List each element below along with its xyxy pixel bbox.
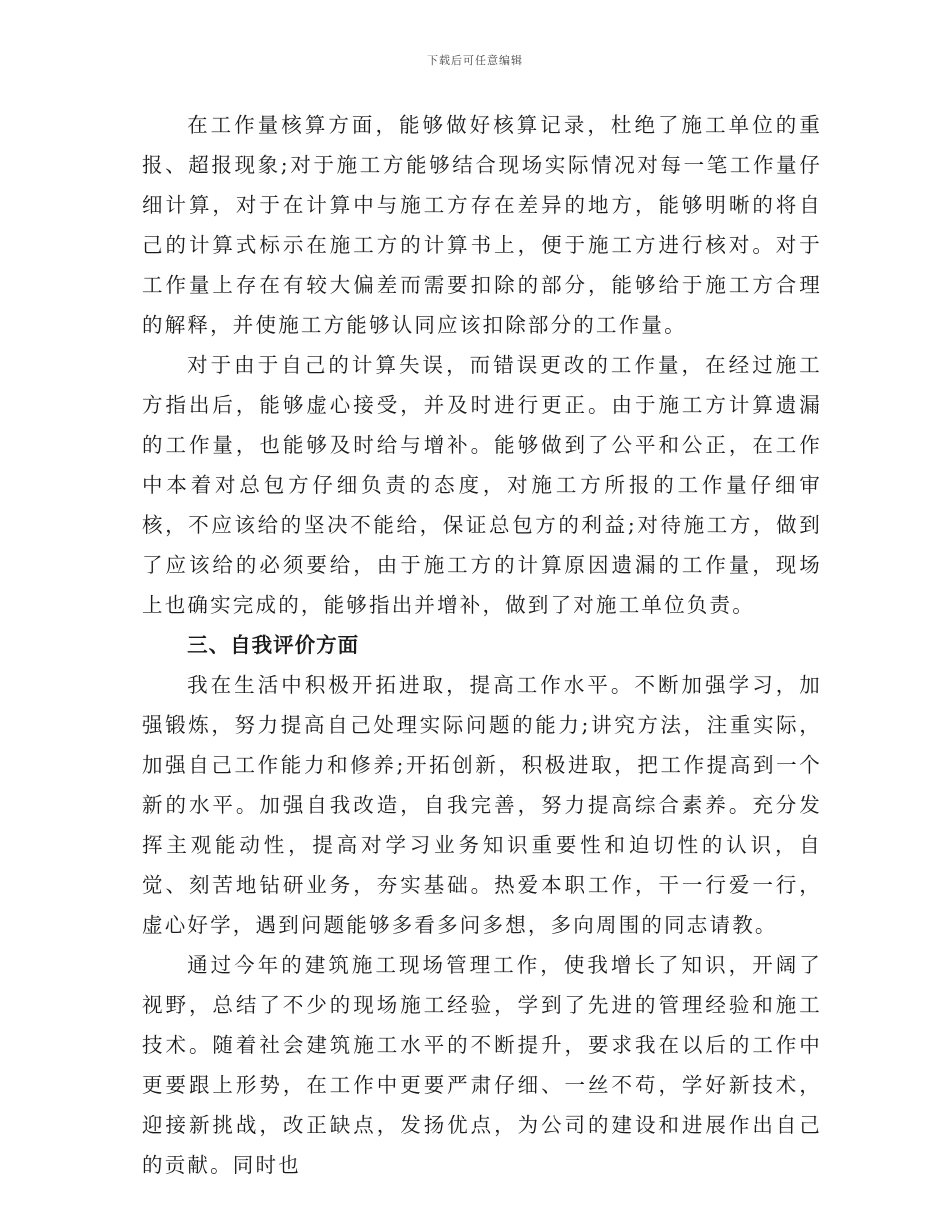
paragraph-annual-summary: 通过今年的建筑施工现场管理工作，使我增长了知识，开阔了视野，总结了不少的现场施工经验，学到了先进的管理经验和施工技术。随着社会建筑施工水平的不断提升，要求我在以后的工作中更要跟上形势，在工作中更要严肃仔细、一丝不苟，学好新技术，迎接新挑战，改正缺点，发扬优点，为公司的建设和进展作出自己的贡献。同时也 [142,953,822,1177]
paragraph-workload-accounting: 在工作量核算方面，能够做好核算记录，杜绝了施工单位的重报、超报现象;对于施工方能够结合现场实际情况对每一笔工作量仔细计算，对于在计算中与施工方存在差异的地方，能够明晰的将自己的计算式标示在施工方的计算书上，便于施工方进行核对。对于工作量上存在有较大偏差而需要扣除的部分，能够给于施工方合理的解释，并使施工方能够认同应该扣除部分的工作量。 [142,113,822,337]
document-body [142,105,822,1185]
header-note: 下载后可任意编辑 [427,54,523,67]
paragraph-self-improvement: 我在生活中积极开拓进取，提高工作水平。不断加强学习，加强锻炼，努力提高自己处理实际问题的能力;讲究方法，注重实际，加强自己工作能力和修养;开拓创新，积极进取，把工作提高到一个新的水平。加强自我改造，自我完善，努力提高综合素养。充分发挥主观能动性，提高对学习业务知识重要性和迫切性的认识，自觉、刻苦地钻研业务，夯实基础。热爱本职工作，干一行爱一行，虚心好学，遇到问题能够多看多问多想，多向周围的同志请教。 [142,673,822,937]
paragraph-calculation-errors: 对于由于自己的计算失误，而错误更改的工作量，在经过施工方指出后，能够虚心接受，并及时进行更正。由于施工方计算遗漏的工作量，也能够及时给与增补。能够做到了公平和公正，在工作中本着对总包方仔细负责的态度，对施工方所报的工作量仔细审核，不应该给的坚决不能给，保证总包方的利益;对待施工方，做到了应该给的必须要给，由于施工方的计算原因遗漏的工作量，现场上也确实完成的，能够指出并增补，做到了对施工单位负责。 [142,353,822,617]
section-heading-self-evaluation: 三、自我评价方面 [187,633,360,657]
